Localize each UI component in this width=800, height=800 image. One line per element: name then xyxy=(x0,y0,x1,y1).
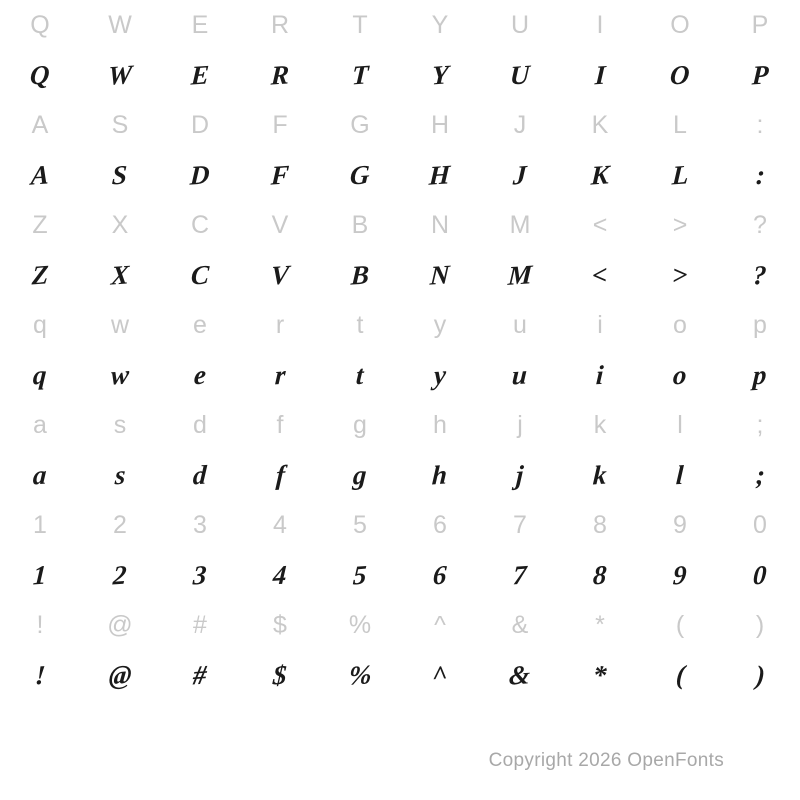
key-label-cell xyxy=(320,400,400,450)
key-label-text: @ xyxy=(107,610,133,639)
key-label-cell xyxy=(400,200,480,250)
key-label-text: % xyxy=(348,610,372,639)
key-label-cell xyxy=(80,500,160,550)
glyph-cell xyxy=(400,650,480,700)
glyph-text: F xyxy=(270,158,290,191)
glyph-text: A xyxy=(30,158,50,191)
key-label-text: ; xyxy=(756,410,764,439)
key-label-cell xyxy=(640,400,720,450)
glyph-text: r xyxy=(273,359,287,390)
key-label-cell xyxy=(720,300,800,350)
key-label-text: L xyxy=(673,110,687,139)
glyph-text: 5 xyxy=(352,559,368,590)
key-label-text: 9 xyxy=(673,510,687,539)
key-label-cell xyxy=(560,400,640,450)
glyph-cell xyxy=(560,250,640,300)
key-label-text: # xyxy=(193,610,207,639)
glyph-text: q xyxy=(32,359,48,390)
key-label-text: O xyxy=(670,10,690,39)
glyph-text: t xyxy=(355,359,365,390)
key-label-cell xyxy=(480,500,560,550)
key-label-cell xyxy=(320,0,400,50)
key-label-cell xyxy=(160,0,240,50)
glyph-cell xyxy=(0,550,80,600)
key-label-text: f xyxy=(276,410,284,439)
key-label-cell xyxy=(80,200,160,250)
key-label-text: M xyxy=(509,210,531,239)
key-label-cell xyxy=(400,100,480,150)
glyph-text: y xyxy=(433,359,447,390)
key-label-cell xyxy=(160,400,240,450)
glyph-cell xyxy=(0,50,80,100)
glyph-cell xyxy=(320,50,400,100)
glyph-cell xyxy=(720,450,800,500)
key-label-text: < xyxy=(592,210,608,239)
glyph-cell xyxy=(160,650,240,700)
key-label-text: S xyxy=(111,110,129,139)
glyph-text: o xyxy=(672,359,688,390)
glyph-cell xyxy=(240,150,320,200)
key-label-text: r xyxy=(275,310,285,339)
glyph-cell xyxy=(480,650,560,700)
glyph-text: G xyxy=(349,158,371,191)
glyph-text: ; xyxy=(754,459,766,490)
glyph-cell xyxy=(720,550,800,600)
key-label-cell xyxy=(0,600,80,650)
key-label-cell xyxy=(80,600,160,650)
glyph-cell xyxy=(640,50,720,100)
glyph-cell xyxy=(160,350,240,400)
glyph-text: M xyxy=(507,258,533,291)
glyph-cell xyxy=(0,250,80,300)
glyph-cell xyxy=(720,50,800,100)
key-label-text: 7 xyxy=(513,510,527,539)
key-label-text: Q xyxy=(30,10,50,39)
key-label-text: X xyxy=(111,210,129,239)
key-label-text: W xyxy=(108,10,132,39)
glyph-cell xyxy=(0,350,80,400)
glyph-cell xyxy=(720,250,800,300)
glyph-cell xyxy=(400,250,480,300)
glyph-text: L xyxy=(670,158,690,191)
glyph-text: I xyxy=(593,59,607,90)
key-label-text: A xyxy=(31,110,49,139)
key-label-cell xyxy=(640,0,720,50)
glyph-text: u xyxy=(511,359,529,390)
glyph-cell xyxy=(640,450,720,500)
glyph-cell xyxy=(480,550,560,600)
key-label-cell xyxy=(560,200,640,250)
glyph-cell xyxy=(400,350,480,400)
key-label-cell xyxy=(160,500,240,550)
key-label-text: G xyxy=(350,110,370,139)
glyph-text: : xyxy=(754,159,766,190)
glyph-cell xyxy=(80,250,160,300)
key-label-text: l xyxy=(677,410,683,439)
key-label-text: P xyxy=(751,10,769,39)
glyph-cell xyxy=(320,450,400,500)
glyph-cell xyxy=(480,50,560,100)
glyph-text: 0 xyxy=(752,559,768,590)
glyph-text: f xyxy=(274,459,286,490)
glyph-cell xyxy=(400,50,480,100)
key-label-cell xyxy=(560,0,640,50)
key-label-text: g xyxy=(353,410,367,439)
key-label-text: V xyxy=(271,210,289,239)
key-label-cell xyxy=(240,0,320,50)
key-label-text: * xyxy=(595,610,605,639)
key-label-text: s xyxy=(113,410,127,439)
key-label-text: w xyxy=(110,310,130,339)
glyph-cell xyxy=(320,550,400,600)
key-label-cell xyxy=(0,100,80,150)
key-label-cell xyxy=(560,100,640,150)
key-label-cell xyxy=(640,300,720,350)
glyph-text: 2 xyxy=(112,559,128,590)
key-label-text: R xyxy=(270,10,290,39)
key-label-cell xyxy=(400,0,480,50)
key-label-text: e xyxy=(193,310,207,339)
key-label-cell xyxy=(320,600,400,650)
glyph-cell xyxy=(720,350,800,400)
glyph-text: Y xyxy=(430,58,450,91)
glyph-text: j xyxy=(515,459,525,490)
glyph-cell xyxy=(320,150,400,200)
key-label-cell xyxy=(0,0,80,50)
key-label-cell xyxy=(480,400,560,450)
key-label-cell xyxy=(720,600,800,650)
key-label-text: D xyxy=(190,110,210,139)
key-label-text: d xyxy=(193,410,207,439)
glyph-text: S xyxy=(111,159,129,190)
glyph-cell xyxy=(80,650,160,700)
glyph-text: h xyxy=(431,459,449,490)
key-label-cell xyxy=(240,500,320,550)
glyph-cell xyxy=(0,150,80,200)
glyph-cell xyxy=(80,550,160,600)
glyph-cell xyxy=(640,350,720,400)
key-label-text: h xyxy=(433,410,447,439)
key-label-cell xyxy=(640,500,720,550)
glyph-text: ) xyxy=(754,659,766,690)
key-label-text: t xyxy=(356,310,364,339)
glyph-cell xyxy=(160,550,240,600)
key-label-text: N xyxy=(430,210,450,239)
glyph-text: R xyxy=(270,58,290,91)
glyph-cell xyxy=(80,350,160,400)
glyph-text: T xyxy=(350,58,370,91)
glyph-cell xyxy=(720,150,800,200)
glyph-text: < xyxy=(591,259,609,291)
glyph-cell xyxy=(240,350,320,400)
key-label-text: F xyxy=(272,110,288,139)
glyph-text: # xyxy=(192,659,208,690)
glyph-cell xyxy=(160,50,240,100)
key-label-cell xyxy=(480,200,560,250)
glyph-cell xyxy=(480,150,560,200)
glyph-text: J xyxy=(512,159,528,190)
glyph-cell xyxy=(640,250,720,300)
glyph-cell xyxy=(400,450,480,500)
key-label-cell xyxy=(240,400,320,450)
key-label-text: u xyxy=(513,310,527,339)
glyph-cell xyxy=(560,50,640,100)
key-label-cell xyxy=(240,200,320,250)
key-label-text: J xyxy=(513,110,527,139)
key-label-text: $ xyxy=(273,610,287,639)
key-label-cell xyxy=(720,0,800,50)
key-label-text: K xyxy=(591,110,609,139)
key-label-cell xyxy=(320,100,400,150)
key-label-cell xyxy=(80,100,160,150)
key-label-cell xyxy=(320,300,400,350)
glyph-cell xyxy=(640,650,720,700)
key-label-text: I xyxy=(596,10,604,39)
glyph-text: * xyxy=(592,659,608,690)
key-label-text: ! xyxy=(36,610,44,639)
key-label-cell xyxy=(0,200,80,250)
glyph-text: e xyxy=(193,359,207,390)
key-label-cell xyxy=(240,300,320,350)
glyph-text: 1 xyxy=(32,559,48,590)
glyph-text: V xyxy=(270,258,290,291)
key-label-cell xyxy=(400,400,480,450)
key-label-text: H xyxy=(430,110,450,139)
glyph-text: @ xyxy=(107,658,133,691)
key-label-cell xyxy=(400,300,480,350)
glyph-text: H xyxy=(428,158,452,191)
key-label-text: E xyxy=(191,10,209,39)
glyph-text: 4 xyxy=(272,559,288,590)
key-label-text: o xyxy=(673,310,687,339)
key-label-text: & xyxy=(511,610,529,639)
key-label-text: ( xyxy=(675,610,685,639)
glyph-text: ? xyxy=(752,259,768,290)
key-label-cell xyxy=(560,500,640,550)
glyph-text: p xyxy=(752,359,768,390)
glyph-cell xyxy=(160,150,240,200)
glyph-text: g xyxy=(352,459,368,490)
glyph-cell xyxy=(240,650,320,700)
key-label-text: q xyxy=(33,310,47,339)
key-label-text: 5 xyxy=(353,510,367,539)
key-label-cell xyxy=(560,600,640,650)
key-label-cell xyxy=(480,0,560,50)
glyph-cell xyxy=(240,250,320,300)
key-label-cell xyxy=(480,600,560,650)
key-label-cell xyxy=(160,300,240,350)
glyph-cell xyxy=(480,250,560,300)
key-label-cell xyxy=(480,300,560,350)
glyph-text: X xyxy=(110,258,130,291)
glyph-cell xyxy=(80,50,160,100)
glyph-cell xyxy=(0,650,80,700)
glyph-text: ( xyxy=(674,659,686,690)
key-label-text: 2 xyxy=(113,510,127,539)
glyph-text: Z xyxy=(30,258,50,291)
key-label-cell xyxy=(160,100,240,150)
glyph-cell xyxy=(240,550,320,600)
glyph-text: 6 xyxy=(432,559,448,590)
key-label-cell xyxy=(640,100,720,150)
glyph-cell xyxy=(160,450,240,500)
key-label-text: ? xyxy=(753,210,767,239)
key-label-text: 4 xyxy=(273,510,287,539)
key-label-cell xyxy=(400,500,480,550)
key-label-cell xyxy=(240,100,320,150)
key-label-cell xyxy=(560,300,640,350)
glyph-text: > xyxy=(671,259,689,291)
glyph-text: ^ xyxy=(431,659,449,691)
key-label-cell xyxy=(640,600,720,650)
key-label-text: k xyxy=(593,410,607,439)
key-label-text: j xyxy=(517,410,523,439)
glyph-text: i xyxy=(595,359,605,390)
glyph-cell xyxy=(640,550,720,600)
glyph-text: d xyxy=(192,459,208,490)
glyph-text: 7 xyxy=(512,559,528,590)
glyph-cell xyxy=(560,350,640,400)
glyph-text: P xyxy=(750,58,770,91)
glyph-text: & xyxy=(508,658,532,691)
key-label-text: p xyxy=(753,310,767,339)
copyright-notice: Copyright 2026 OpenFonts xyxy=(488,750,724,771)
key-label-cell xyxy=(0,400,80,450)
key-label-cell xyxy=(720,100,800,150)
glyph-text: k xyxy=(592,459,608,490)
glyph-cell xyxy=(400,150,480,200)
glyph-text: a xyxy=(32,459,48,490)
glyph-text: s xyxy=(113,459,127,490)
key-label-cell xyxy=(160,200,240,250)
glyph-cell xyxy=(320,650,400,700)
key-label-text: 6 xyxy=(433,510,447,539)
key-label-text: 8 xyxy=(593,510,607,539)
glyph-cell xyxy=(480,350,560,400)
key-label-text: ) xyxy=(755,610,765,639)
glyph-cell xyxy=(640,150,720,200)
glyph-cell xyxy=(560,650,640,700)
glyph-cell xyxy=(160,250,240,300)
glyph-text: O xyxy=(669,58,691,91)
key-label-text: B xyxy=(351,210,369,239)
glyph-cell xyxy=(720,650,800,700)
key-label-cell xyxy=(320,500,400,550)
glyph-text: B xyxy=(350,258,370,291)
key-label-text: a xyxy=(33,410,47,439)
glyph-text: E xyxy=(190,58,210,91)
key-label-cell xyxy=(720,400,800,450)
key-label-cell xyxy=(640,200,720,250)
key-label-cell xyxy=(320,200,400,250)
key-label-text: > xyxy=(672,210,688,239)
key-label-cell xyxy=(400,600,480,650)
glyph-cell xyxy=(320,350,400,400)
glyph-cell xyxy=(400,550,480,600)
glyph-text: 9 xyxy=(672,559,688,590)
glyph-text: N xyxy=(429,258,451,291)
glyph-text: W xyxy=(107,58,133,91)
glyph-text: l xyxy=(675,459,685,490)
glyph-text: % xyxy=(347,658,373,691)
glyph-text: D xyxy=(189,158,211,191)
glyph-text: Q xyxy=(29,58,51,91)
key-label-cell xyxy=(720,500,800,550)
key-label-cell xyxy=(240,600,320,650)
key-label-cell xyxy=(720,200,800,250)
key-label-text: 0 xyxy=(753,510,767,539)
key-label-text: 1 xyxy=(33,510,47,539)
glyph-text: U xyxy=(509,58,531,91)
glyph-text: C xyxy=(190,258,210,291)
glyph-cell xyxy=(240,450,320,500)
glyph-cell xyxy=(0,450,80,500)
glyph-text: 8 xyxy=(592,559,608,590)
glyph-cell xyxy=(240,50,320,100)
key-label-text: Y xyxy=(431,10,449,39)
key-label-text: 3 xyxy=(193,510,207,539)
glyph-text: ! xyxy=(33,659,47,690)
key-label-text: T xyxy=(352,10,368,39)
key-label-text: C xyxy=(190,210,210,239)
glyph-cell xyxy=(560,450,640,500)
glyph-cell xyxy=(560,550,640,600)
glyph-text: K xyxy=(590,158,610,191)
key-label-text: ^ xyxy=(434,610,446,639)
key-label-cell xyxy=(80,0,160,50)
key-label-text: : xyxy=(756,110,764,139)
glyph-text: w xyxy=(110,358,130,391)
key-label-text: U xyxy=(510,10,530,39)
key-label-text: Z xyxy=(32,210,48,239)
glyph-cell xyxy=(560,150,640,200)
glyph-cell xyxy=(320,250,400,300)
glyph-text: $ xyxy=(272,659,288,690)
key-label-cell xyxy=(160,600,240,650)
key-label-cell xyxy=(80,300,160,350)
glyph-cell xyxy=(80,450,160,500)
key-label-text: y xyxy=(433,310,447,339)
key-label-cell xyxy=(80,400,160,450)
glyph-cell xyxy=(80,150,160,200)
glyph-text: 3 xyxy=(192,559,208,590)
key-label-text: i xyxy=(597,310,603,339)
key-label-cell xyxy=(0,300,80,350)
glyph-cell xyxy=(480,450,560,500)
key-label-cell xyxy=(0,500,80,550)
key-label-cell xyxy=(480,100,560,150)
